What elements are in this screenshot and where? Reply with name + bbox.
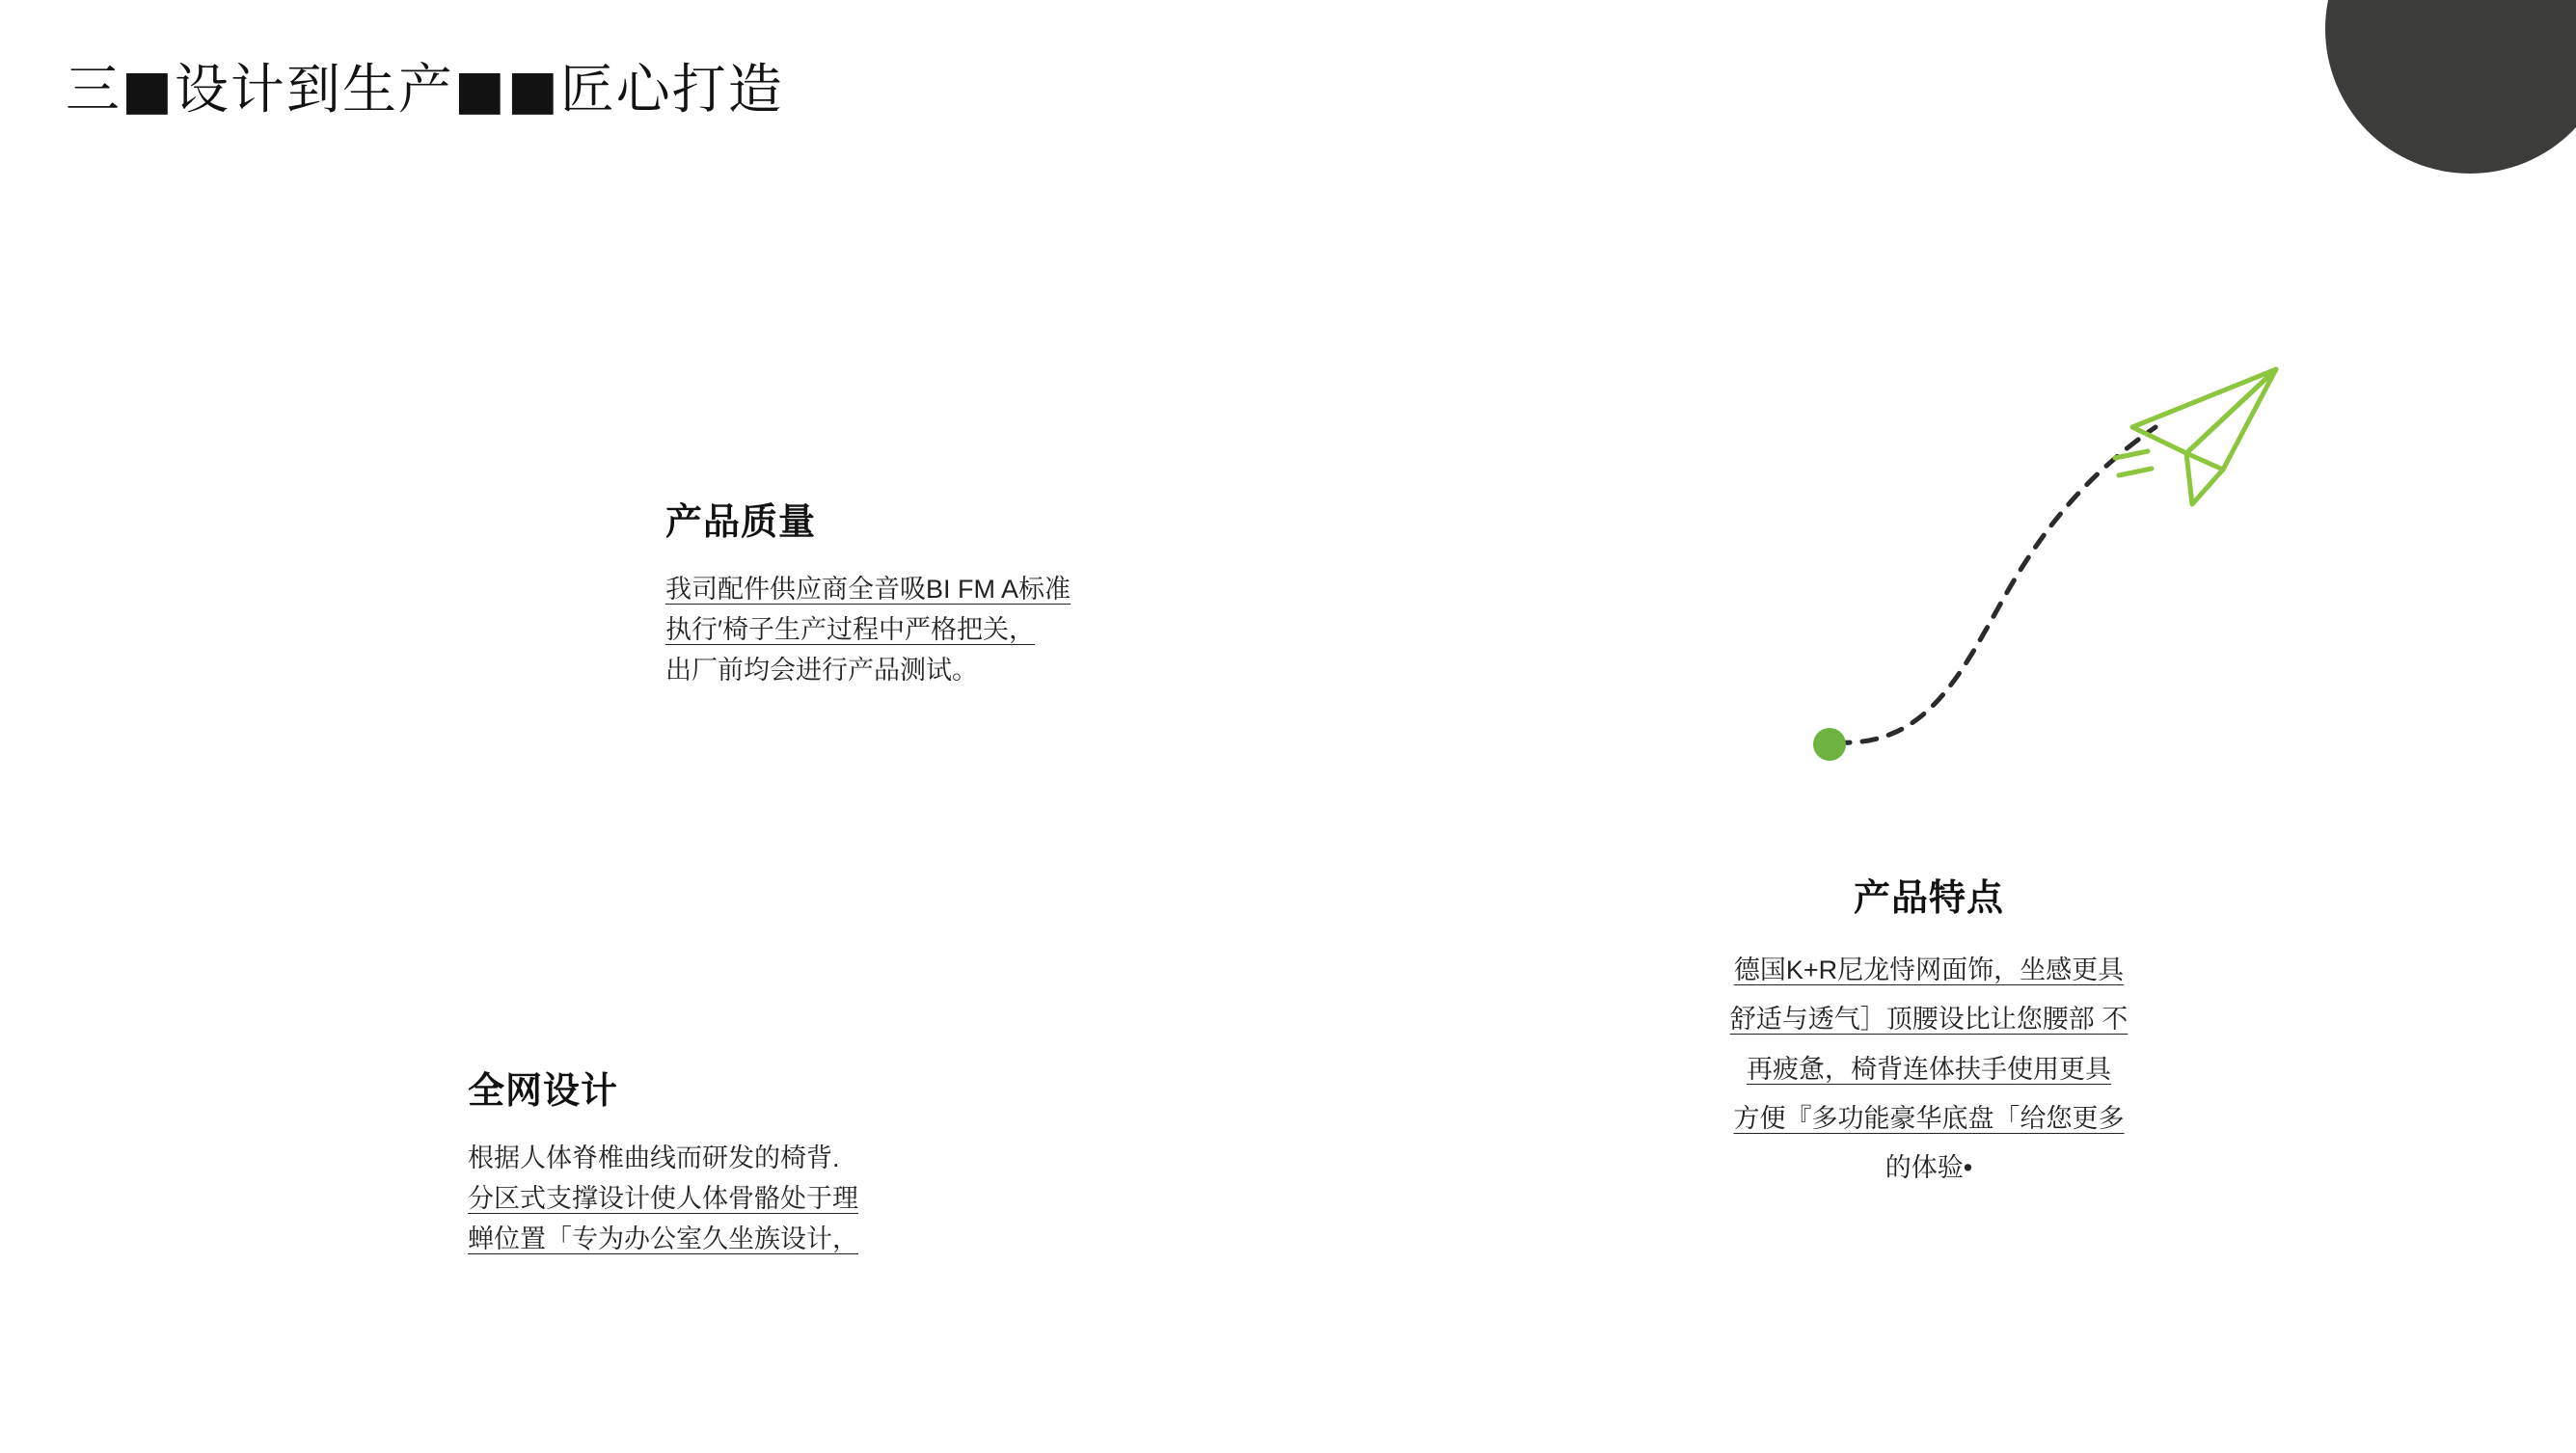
start-dot-icon	[1813, 728, 1846, 761]
text-block-full-mesh-design	[468, 1061, 1085, 1260]
block-heading-product-features: 产品特点	[1853, 878, 2004, 919]
block-heading-product-quality: 产品质量	[665, 502, 817, 543]
body-line: 再疲惫，椅背连体扶手使用更具	[1747, 1054, 2111, 1084]
block-body-full-mesh-design	[468, 1139, 1085, 1260]
body-line: 的体验•	[1885, 1153, 1973, 1183]
body-line: 根据人体脊椎曲线而研发的椅背.	[468, 1144, 840, 1172]
body-line: 分区式支撑设计使人体骨骼处于理	[468, 1183, 858, 1213]
block-body-product-features	[1640, 946, 2218, 1193]
body-line: 执行′椅子生产过程中严格把关，	[665, 614, 1036, 644]
body-line: 舒适与透气］顶腰设比让您腰部 不	[1729, 1005, 2129, 1035]
body-line: 蝉位置「专为办公室久坐族设计，	[468, 1224, 858, 1253]
body-line: 出厂前均会进行产品测试。	[665, 655, 978, 685]
text-block-product-features	[1640, 868, 2218, 1193]
block-body-product-quality	[665, 570, 1244, 691]
illustration-paper-plane	[1808, 362, 2291, 776]
body-line: 我司配件供应商全音吸BI FM A标准	[665, 575, 1071, 604]
page-title: 三■设计到生产■■匠心打造	[66, 59, 784, 121]
body-line: 德国K+R尼龙恃网面饰，坐感更具	[1733, 955, 2125, 984]
block-heading-full-mesh-design: 全网设计	[468, 1071, 619, 1112]
corner-circle-decoration	[2325, 0, 2576, 174]
dashed-path-icon	[1835, 427, 2156, 742]
text-block-product-quality	[665, 492, 1244, 691]
paper-plane-icon	[2115, 369, 2276, 504]
body-line: 方便『多功能豪华底盘「给您更多	[1733, 1103, 2125, 1133]
